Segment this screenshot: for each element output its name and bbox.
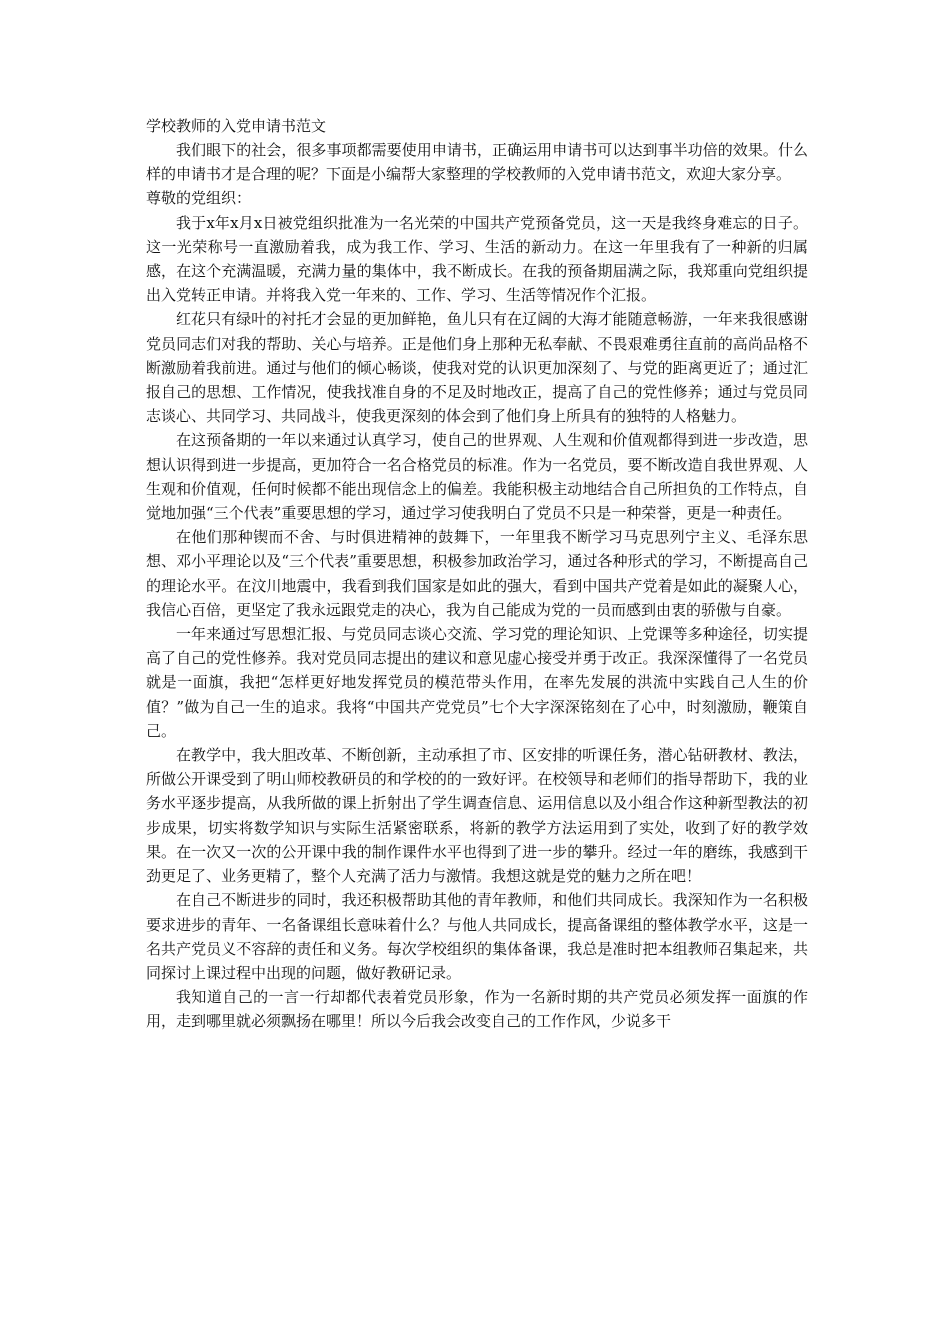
intro-paragraph: 我们眼下的社会，很多事项都需要使用申请书，正确运用申请书可以达到事半功倍的效果。什么样的申请书才是合理的呢？下面是小编帮大家整理的学校教师的入党申请书范文，欢迎大家分享。 <box>146 141 808 184</box>
body-paragraph-1: 我于x年x月x日被党组织批准为一名光荣的中国共产党预备党员，这一天是我终身难忘的日子。这一光荣称号一直激励着我，成为我工作、学习、生活的新动力。在这一年里我有了一种新的归属感，在这个充满温暖，充满力量的集体中，我不断成长。在我的预备期届满之际，我郑重向党组织提出入党转正申请。并将我入党一年来的、工作、学习、生活等情况作个汇报。 <box>146 213 808 305</box>
body-paragraph-4: 在他们那种锲而不舍、与时俱进精神的鼓舞下，一年里我不断学习马克思列宁主义、毛泽东思想、邓小平理论以及“三个代表”重要思想，积极参加政治学习，通过各种形式的学习，不断提高自己的理论水平。在汶川地震中，我看到我们国家是如此的强大，看到中国共产党着是如此的凝聚人心，我信心百倍，更坚定了我永远跟党走的决心，我为自己能成为党的一员而感到由衷的骄傲与自豪。 <box>146 528 808 619</box>
body-paragraph-5: 一年来通过写思想汇报、与党员同志谈心交流、学习党的理论知识、上党课等多种途径，切实提高了自己的党性修养。我对党员同志提出的建议和意见虚心接受并勇于改正。我深深懂得了一名党员就是一面旗，我把“怎样更好地发挥党员的模范带头作用，在率先发展的洪流中实践自己人生的价值？”做为自己一生的追求。我将“中国共产党党员”七个大字深深铭刻在了心中，时刻激励，鞭策自己。 <box>146 625 808 740</box>
body-paragraph-2: 红花只有绿叶的衬托才会显的更加鲜艳，鱼儿只有在辽阔的大海才能随意畅游，一年来我很感谢党员同志们对我的帮助、关心与培养。正是他们身上那种无私奉献、不畏艰难勇往直前的高尚品格不断激励着我前进。通过与他们的倾心畅谈，使我对党的认识更加深刻了、与党的距离更近了；通过汇报自己的思想、工作情况，使我找准自身的不足及时地改正，提高了自己的党性修养；通过与党员同志谈心、共同学习、共同战斗，使我更深刻的体会到了他们身上所具有的独特的人格魅力。 <box>146 310 808 426</box>
body-paragraph-3: 在这预备期的一年以来通过认真学习，使自己的世界观、人生观和价值观都得到进一步改造，思想认识得到进一步提高，更加符合一名合格党员的标准。作为一名党员，要不断改造自我世界观、人生观和价值观，任何时候都不能出现信念上的偏差。我能积极主动地结合自己所担负的工作特点，自觉地加强“三个代表”重要思想的学习，通过学习使我明白了党员不只是一种荣誉，更是一种责任。 <box>146 431 808 523</box>
document-title: 学校教师的入党申请书范文 <box>146 117 327 135</box>
salutation: 尊敬的党组织： <box>146 189 252 208</box>
body-paragraph-6: 在教学中，我大胆改革、不断创新，主动承担了市、区安排的听课任务，潜心钻研教材、教法，所做公开课受到了明山师校教研员的和学校的的一致好评。在校领导和老师们的指导帮助下，我的业务水平逐步提高，从我所做的课上折射出了学生调查信息、运用信息以及小组合作这种新型教法的初步成果，切实将数学知识与实际生活紧密联系，将新的教学方法运用到了实处，收到了好的教学效果。在一次又一次的公开课中我的制作课件水平也得到了进一步的攀升。经过一年的磨练，我感到干劲更足了、业务更精了，整个人充满了活力与激情。我想这就是党的魅力之所在吧！ <box>146 746 808 886</box>
document-page <box>146 114 808 1034</box>
body-paragraph-8: 我知道自己的一言一行却都代表着党员形象，作为一名新时期的共产党员必须发挥一面旗的作用，走到哪里就必须飘扬在哪里！所以今后我会改变自己的工作作风，少说多干 <box>146 988 808 1031</box>
body-paragraph-7: 在自己不断进步的同时，我还积极帮助其他的青年教师，和他们共同成长。我深知作为一名积极要求进步的青年、一名备课组长意味着什么？与他人共同成长，提高备课组的整体教学水平，这是一名共产党员义不容辞的责任和义务。每次学校组织的集体备课，我总是准时把本组教师召集起来，共同探讨上课过程中出现的问题，做好教研记录。 <box>146 891 808 982</box>
